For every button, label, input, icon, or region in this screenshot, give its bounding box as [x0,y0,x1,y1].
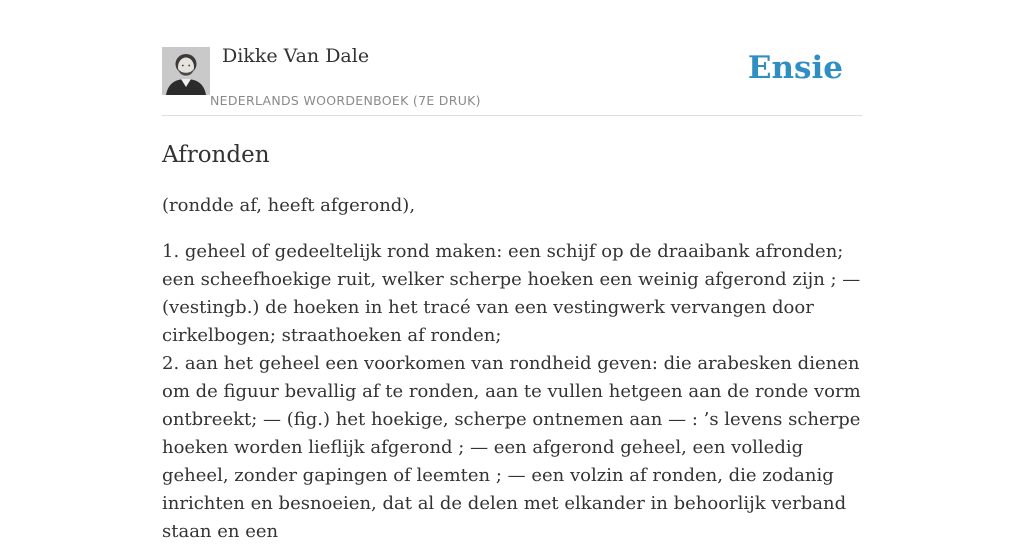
entry-definition [162,238,862,546]
definition-sense-2: 2. aan het geheel een voorkomen van rondheid geven: die arabesken dienen om de figuur bevallig af te ronden, aan te vullen hetgeen aan de ronde vorm ontbreekt; — (fig.) het hoekige, scherpe ontnemen aan — : ’s levens scherpe hoeken worden lieflijk afgerond ; — een afgerond geheel, een volledig geheel, zonder gapingen of leemten ; — een volzin af ronden, die zodanig inrichten en besnoeien, dat al de delen met elkander in behoorlijk verband staan en een [162,353,861,542]
definition-sense-1: 1. geheel of gedeeltelijk rond maken: een schijf op de draaibank afronden; een scheefhoekige ruit, welker scherpe hoeken een weinig afgerond zijn ; — (vestingb.) de hoeken in het tracé van een vestingwerk vervangen door cirkelbogen; straathoeken af ronden; [162,241,861,346]
author-name[interactable]: Dikke Van Dale [222,45,370,67]
entry-grammar: (rondde af, heeft afgerond), [162,195,416,216]
entry-content [162,140,862,546]
source-label: NEDERLANDS WOORDENBOEK (7E DRUK) [210,93,481,108]
entry-headword: Afronden [162,142,270,168]
portrait-image [162,47,210,95]
page-header [162,0,862,116]
brand-logo[interactable]: Ensie [747,50,843,86]
author-avatar[interactable] [162,47,210,95]
